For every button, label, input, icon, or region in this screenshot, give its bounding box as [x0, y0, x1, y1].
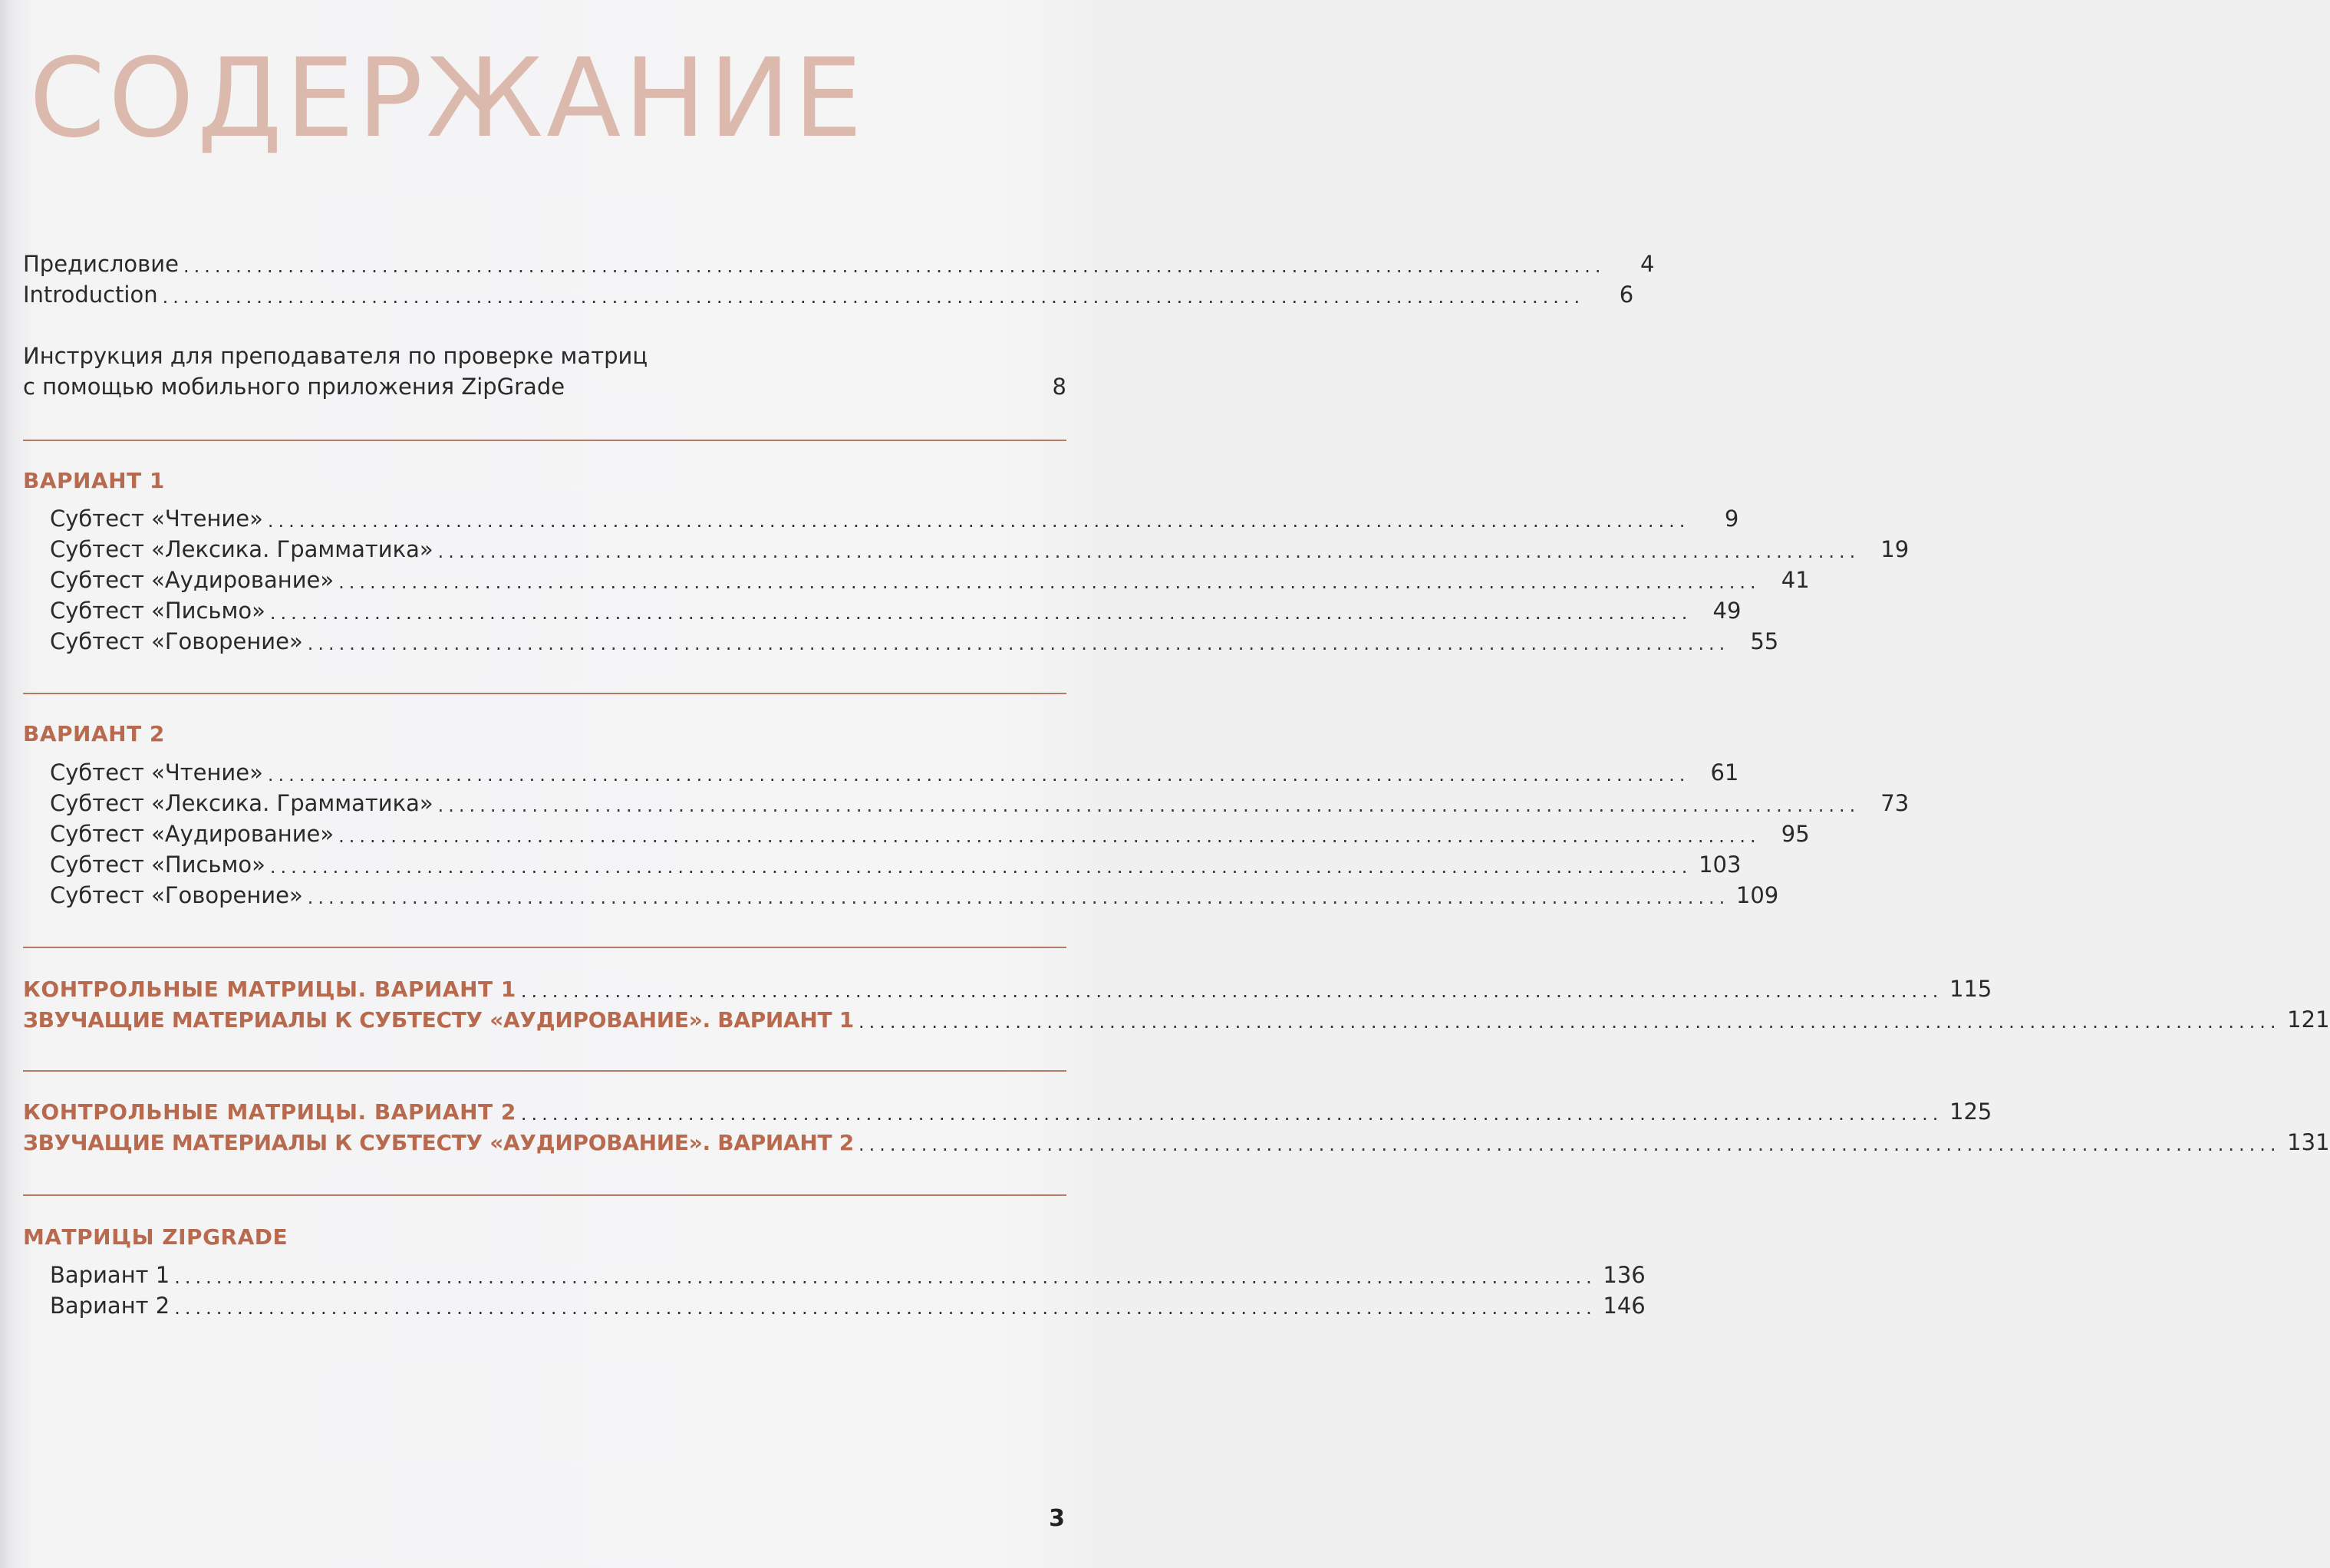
- toc-entry: [50, 567, 1810, 593]
- toc-entry-label: Субтест «Чтение»: [50, 506, 263, 532]
- dot-leader: [569, 380, 1017, 398]
- toc-entry-label: КОНТРОЛЬНЫЕ МАТРИЦЫ. ВАРИАНТ 1: [23, 977, 516, 1002]
- toc-entry-page: 73: [1880, 790, 1910, 816]
- dot-leader: ........................................................................................................................................: [267, 764, 1690, 786]
- toc-entry: [50, 852, 1742, 878]
- dot-leader: ........................................................................................................................................: [859, 1011, 2281, 1033]
- toc-entry-label: Субтест «Письмо»: [50, 852, 265, 878]
- toc-entry-label: ЗВУЧАЩИЕ МАТЕРИАЛЫ К СУБТЕСТУ «АУДИРОВАНИЕ». ВАРИАНТ 1: [23, 1007, 854, 1033]
- toc-entry-page: 95: [1781, 821, 1810, 847]
- toc-entry-page: 19: [1880, 536, 1910, 562]
- toc-entry-page: 103: [1699, 852, 1742, 878]
- toc-entry-label: Introduction: [23, 282, 158, 308]
- toc-entry: [23, 1099, 1992, 1125]
- dot-leader: ........................................................................................................................................: [269, 856, 1692, 878]
- dot-leader: ........................................................................................................................................: [174, 1297, 1597, 1319]
- toc-entry: [23, 251, 1655, 277]
- dot-leader: ........................................................................................................................................: [437, 541, 1860, 562]
- toc-entry-page: 49: [1712, 598, 1742, 624]
- dot-leader: ........................................................................................................................................: [307, 633, 1730, 654]
- toc-entry-label: Субтест «Чтение»: [50, 759, 263, 786]
- toc-entry: [50, 598, 1742, 624]
- section-divider: [23, 440, 1066, 441]
- toc-entry: [23, 376, 1066, 398]
- section-heading-zipgrade: МАТРИЦЫ ZIPGRADE: [23, 1224, 288, 1250]
- toc-entry: [50, 1293, 1646, 1319]
- toc-entry-page: 55: [1750, 628, 1779, 654]
- toc-entry-page: 8: [1052, 374, 1066, 400]
- toc-entry: [50, 1262, 1646, 1288]
- dot-leader: ........................................................................................................................................: [307, 887, 1730, 908]
- instruction-line-1: Инструкция для преподавателя по проверке матриц: [23, 343, 648, 369]
- toc-entry-page: 115: [1949, 976, 1992, 1002]
- section-divider: [23, 1070, 1066, 1072]
- toc-entry-page: 9: [1724, 506, 1739, 532]
- toc-entry-page: 125: [1949, 1099, 1992, 1125]
- toc-entry-label: Субтест «Говорение»: [50, 628, 303, 654]
- section-divider: [23, 1194, 1066, 1196]
- toc-entry-label: ЗВУЧАЩИЕ МАТЕРИАЛЫ К СУБТЕСТУ «АУДИРОВАНИЕ». ВАРИАНТ 2: [23, 1130, 854, 1155]
- toc-entry-label: Субтест «Лексика. Грамматика»: [50, 536, 433, 562]
- section-divider: [23, 947, 1066, 948]
- toc-entry-page: 4: [1640, 251, 1655, 277]
- dot-leader: ........................................................................................................................................: [338, 825, 1761, 847]
- dot-leader: ........................................................................................................................................: [859, 1134, 2281, 1155]
- toc-entry-page: 121: [2287, 1006, 2330, 1033]
- toc-entry: [50, 821, 1810, 847]
- dot-leader: ........................................................................................................................................: [174, 1267, 1597, 1288]
- dot-leader: ........................................................................................................................................: [520, 1103, 1943, 1125]
- section-heading-variant-2: ВАРИАНТ 2: [23, 721, 165, 746]
- dot-leader: ........................................................................................................................................: [183, 255, 1606, 277]
- toc-entry-label: КОНТРОЛЬНЫЕ МАТРИЦЫ. ВАРИАНТ 2: [23, 1099, 516, 1125]
- toc-entry-page: 6: [1619, 282, 1634, 308]
- toc-entry-label: Субтест «Говорение»: [50, 882, 303, 908]
- section-divider: [23, 693, 1066, 694]
- toc-entry-page: 41: [1781, 567, 1810, 593]
- dot-leader: ........................................................................................................................................: [162, 286, 1585, 308]
- toc-entry: [23, 1006, 2330, 1033]
- toc-entry-label: Предисловие: [23, 251, 179, 277]
- toc-entry-page: 136: [1603, 1262, 1646, 1288]
- toc-entry-page: 131: [2287, 1129, 2330, 1155]
- dot-leader: ........................................................................................................................................: [520, 980, 1943, 1002]
- toc-entry: [50, 628, 1779, 654]
- toc-entry-label: Субтест «Аудирование»: [50, 567, 335, 593]
- page-title: СОДЕРЖАНИЕ: [29, 35, 866, 162]
- dot-leader: ........................................................................................................................................: [338, 572, 1761, 593]
- dot-leader: ........................................................................................................................................: [269, 602, 1692, 624]
- instruction-line-2: с помощью мобильного приложения ZipGrade: [23, 374, 565, 400]
- toc-entry-page: 146: [1603, 1293, 1646, 1319]
- toc-entry-label: Вариант 2: [50, 1293, 170, 1319]
- toc-entry: [50, 882, 1779, 908]
- section-heading-variant-1: ВАРИАНТ 1: [23, 468, 165, 493]
- toc-entry-label: Субтест «Аудирование»: [50, 821, 335, 847]
- toc-entry: [23, 976, 1992, 1002]
- toc-entry-label: Субтест «Письмо»: [50, 598, 265, 624]
- toc-entry-label: Вариант 1: [50, 1262, 170, 1288]
- toc-entry: [50, 759, 1739, 786]
- page-number: 3: [1049, 1505, 1065, 1532]
- toc-entry: [50, 790, 1910, 816]
- dot-leader: ........................................................................................................................................: [437, 795, 1860, 816]
- toc-entry-page: 109: [1735, 882, 1779, 908]
- toc-entry-page: 61: [1710, 759, 1739, 786]
- toc-entry-label: Субтест «Лексика. Грамматика»: [50, 790, 433, 816]
- toc-entry: [23, 282, 1634, 308]
- toc-entry: [23, 1129, 2330, 1155]
- toc-entry: [50, 506, 1739, 532]
- dot-leader: ........................................................................................................................................: [267, 510, 1690, 532]
- toc-entry: [50, 536, 1910, 562]
